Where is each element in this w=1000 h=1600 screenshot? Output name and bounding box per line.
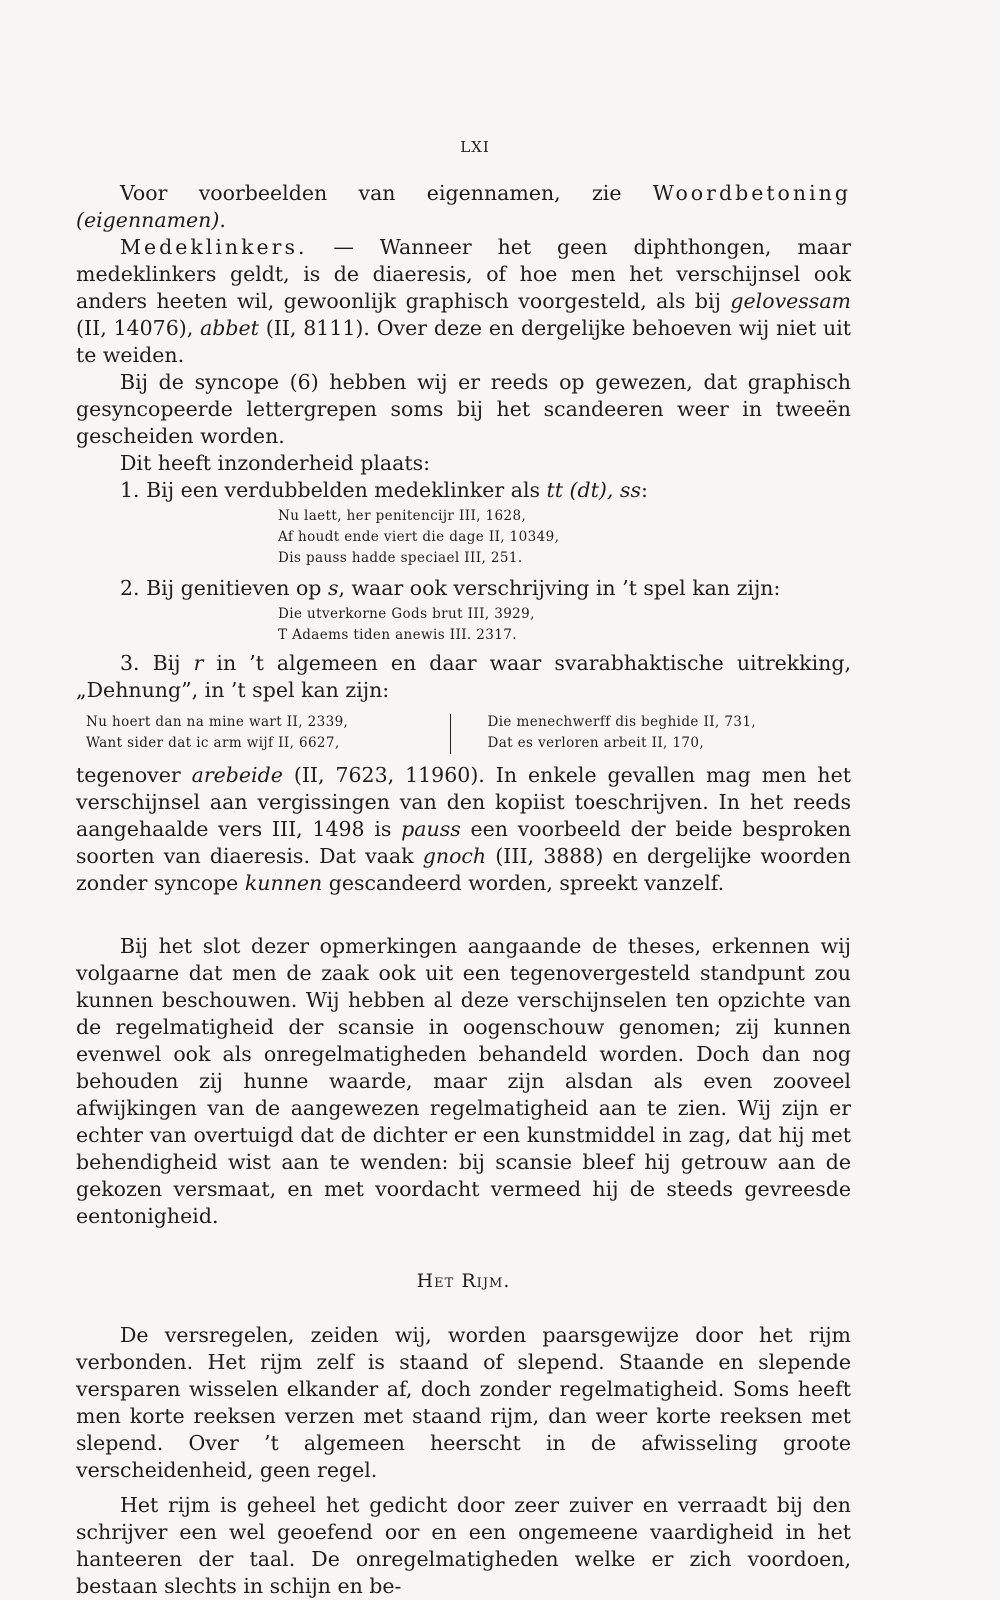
quotation-line: Af houdt ende viert die dage II, 10349, bbox=[278, 529, 560, 545]
cross-reference-sub: (eigennamen) bbox=[76, 208, 220, 232]
page-number: LXI bbox=[460, 138, 490, 156]
paragraph-theses-conclusion: Bij het slot dezer opmerkingen aangaande de theses, erkennen wij volgaarne dat men de zaak ook uit een tegenovergesteld standpunt zou kunnen beschouwen. Wij hebben al deze verschijnselen ten opzichte van de regelmatigheid der scansie in oogenschouw genomen; zij kunnen evenwel ook als onregelmatigheden behandeld worden. Doch dan nog behouden zij hunne waarde, maar zijn alsdan als even zooveel afwijkingen van de aangewezen regelmatigheid aan te zien. Wij zijn er echter van overtuigd dat de dichter er een kunstmiddel in zag, dat hij met behendigheid wist aan te wenden: bij scansie bleef hij getrouw aan de gekozen versmaat, en met voordacht vermeed hij de steeds gevreesde eentonigheid. bbox=[76, 934, 851, 1228]
text-span: (II, 14076), bbox=[76, 316, 201, 340]
quotation-line: Die utverkorne Gods brut III, 3929, bbox=[278, 606, 535, 622]
text-span: : bbox=[640, 478, 648, 502]
quotation-line: Dat es verloren arbeit II, 170, bbox=[487, 735, 705, 751]
cross-reference-term: Woordbetoning bbox=[652, 181, 851, 205]
section-heading: Het Rijm. bbox=[416, 1270, 511, 1292]
paragraph-gap bbox=[76, 1484, 851, 1492]
quotation-line: T Adaems tiden anewis III. 2317. bbox=[278, 627, 517, 643]
example-word: gnoch bbox=[422, 844, 487, 868]
quotation-column-left bbox=[86, 712, 450, 754]
text-span: (II, 7623, 11960). In enkele gevallen mag men het verschijnsel aan vergissingen van den kopiist toeschrijven. In het reeds aangehaalde vers III, 1498 is bbox=[76, 763, 851, 841]
example-word: abbet bbox=[200, 316, 259, 340]
quotation-column-right bbox=[487, 712, 851, 754]
example-word: pauss bbox=[401, 817, 461, 841]
list-item-3 bbox=[76, 650, 851, 704]
paragraph-rijm-1: De versregelen, zeiden wij, worden paarsgewijze door het rijm verbonden. Het rijm zelf is staand of slepend. Staande en slepende versparen wisselen elkander af, doch zonder regelmatigheid. Soms heeft men korte reeksen verzen met staand rijm, dan weer korte reeksen met slepend. Over ’t algemeen heerscht in de afwisseling groote verscheidenheid, geen regel. bbox=[76, 1323, 851, 1482]
quotation-line: Die menechwerff dis beghide II, 731, bbox=[487, 714, 757, 730]
paragraph-gap bbox=[76, 897, 851, 933]
example-letters: s bbox=[327, 576, 339, 600]
example-word: kunnen bbox=[244, 871, 323, 895]
column-divider bbox=[450, 714, 452, 754]
paragraph-syncope: Bij de syncope (6) hebben wij er reeds op gewezen, dat graphisch gesyncopeerde lettergrepen soms bij het scandeeren weer in tweeën gescheiden worden. bbox=[76, 370, 851, 448]
list-item-2 bbox=[76, 575, 851, 602]
quotation-line: Dis pauss hadde speciael III, 251. bbox=[278, 550, 523, 566]
example-letters: r bbox=[193, 651, 204, 675]
example-letters: tt (dt), ss bbox=[546, 478, 641, 502]
quotation-line: Nu hoert dan na mine wart II, 2339, bbox=[86, 714, 349, 730]
text-span: 1. Bij een verdubbelden medeklinker als bbox=[120, 478, 547, 502]
paragraph-proper-names bbox=[76, 180, 851, 234]
paragraph-medeklinkers bbox=[76, 234, 851, 369]
example-word: arebeide bbox=[191, 763, 283, 787]
section-term: Medeklinkers. bbox=[120, 235, 308, 259]
paragraph-rijm-2: Het rijm is geheel het gedicht door zeer zuiver en verraadt bij den schrijver een wel geoefend oor en een ongemeene vaardigheid in het hanteeren der taal. De onregelmatigheden welke er zich voordoen, bestaan slechts in schijn en be- bbox=[76, 1493, 851, 1598]
text-span: (III, 3888) en dergelijke woorden zonder syncope bbox=[76, 844, 851, 895]
text-span: tegenover bbox=[76, 763, 192, 787]
page-body bbox=[76, 180, 851, 1600]
example-word: gelovessam bbox=[730, 289, 851, 313]
paragraph-tegenover bbox=[76, 762, 851, 897]
text-span: (II, 8111). Over deze en dergelijke behoeven wij niet uit te weiden. bbox=[76, 316, 851, 367]
quotation-block-1 bbox=[278, 506, 851, 569]
paragraph-intro-list: Dit heeft inzonderheid plaats: bbox=[120, 451, 431, 475]
text-span: , waar ook verschrijving in ’t spel kan zijn: bbox=[338, 576, 781, 600]
text-span: een voorbeeld der beide besproken soorten van diaeresis. Dat vaak bbox=[76, 817, 851, 868]
text-span: in ’t algemeen en daar waar svarabhaktische uitrekking, „Dehnung”, in ’t spel kan zijn: bbox=[76, 651, 851, 702]
quotation-line: Nu laett, her penitencijr III, 1628, bbox=[278, 508, 527, 524]
text-span: 3. Bij bbox=[120, 651, 194, 675]
text-span: Voor voorbeelden van eigennamen, zie bbox=[120, 181, 653, 205]
text-span: 2. Bij genitieven op bbox=[120, 576, 328, 600]
text-span: . bbox=[219, 208, 226, 232]
quotation-block-2 bbox=[278, 604, 851, 646]
quotation-line: Want sider dat ic arm wijf II, 6627, bbox=[86, 735, 340, 751]
quotation-pair bbox=[86, 712, 851, 754]
text-span: — Wanneer het geen diphthongen, maar medeklinkers geldt, is de diaeresis, of hoe men het verschijnsel ook anders heeten wil, gewoonlijk graphisch voorgesteld, als bij bbox=[76, 235, 851, 313]
list-item-1 bbox=[76, 477, 851, 504]
text-span: gescandeerd worden, spreekt vanzelf. bbox=[322, 871, 725, 895]
